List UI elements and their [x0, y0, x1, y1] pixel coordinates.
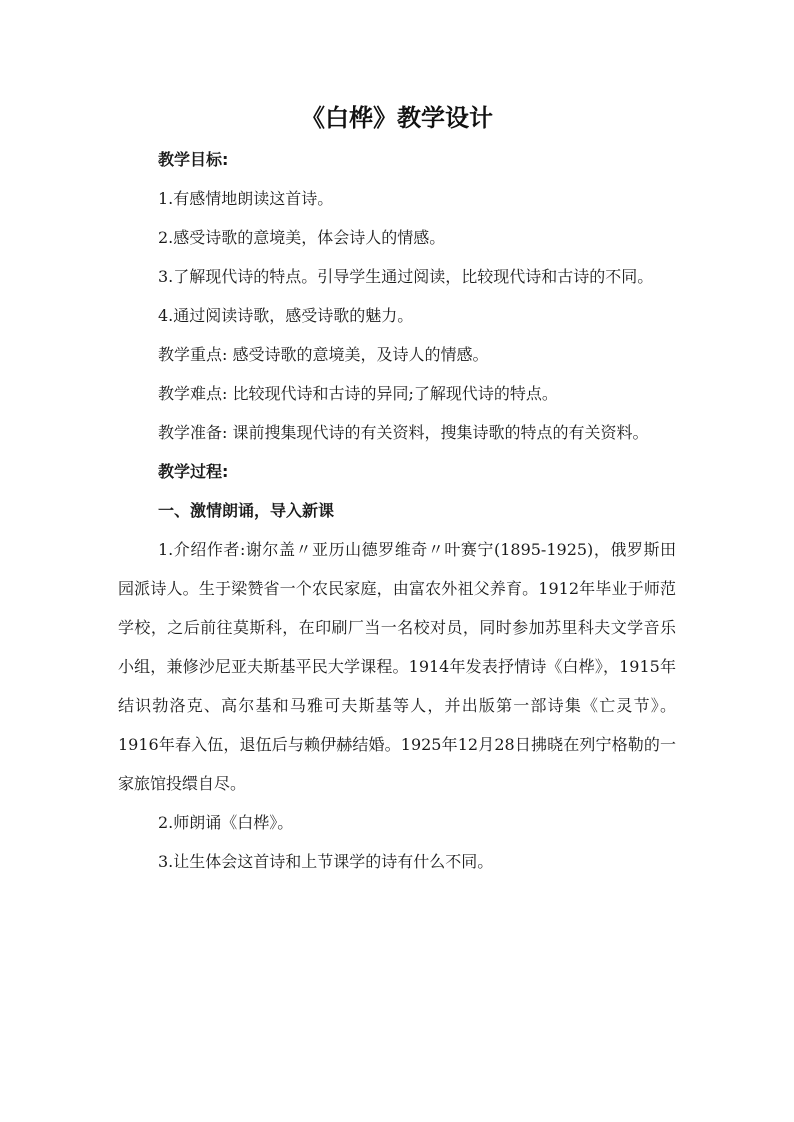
preparation-text: 教学准备: 课前搜集现代诗的有关资料，搜集诗歌的特点的有关资料。 — [158, 423, 649, 442]
section1-heading: 一、激情朗诵，导入新课 — [158, 501, 335, 520]
objective-item: 4.通过阅读诗歌，感受诗歌的魅力。 — [158, 306, 414, 325]
objective-item: 3.了解现代诗的特点。引导学生通过阅读，比较现代诗和古诗的不同。 — [158, 267, 654, 286]
difficulty-text: 教学难点: 比较现代诗和古诗的异同;了解现代诗的特点。 — [158, 384, 558, 403]
objectives-heading: 教学目标: — [158, 150, 229, 169]
objective-item: 1.有感情地朗读这首诗。 — [158, 189, 334, 208]
process-heading: 教学过程: — [158, 462, 229, 481]
document-body — [118, 140, 676, 881]
objective-item: 2.感受诗歌的意境美，体会诗人的情感。 — [158, 228, 446, 247]
section1-item: 1.介绍作者:谢尔盖〃亚历山德罗维奇〃叶赛宁(1895-1925)，俄罗斯田园派诗人。生于梁赞省一个农民家庭，由富农外祖父养育。1912年毕业于师范学校，之后前往莫斯科，在印刷厂当一名校对员，同时参加苏里科夫文学音乐小组，兼修沙尼亚夫斯基平民大学课程。1914年发表抒情诗《白桦》，1915年结识勃洛克、高尔基和马雅可夫斯基等人，并出版第一部诗集《亡灵节》。1916年春入伍，退伍后与赖伊赫结婚。1925年12月28日拂晓在列宁格勒的一家旅馆投缳自尽。 — [118, 540, 676, 793]
section1-item: 3.让生体会这首诗和上节课学的诗有什么不同。 — [158, 852, 494, 871]
document-title: 《白桦》教学设计 — [301, 104, 493, 132]
section1-item: 2.师朗诵《白桦》。 — [158, 813, 294, 832]
key-point-text: 教学重点: 感受诗歌的意境美，及诗人的情感。 — [158, 345, 489, 364]
